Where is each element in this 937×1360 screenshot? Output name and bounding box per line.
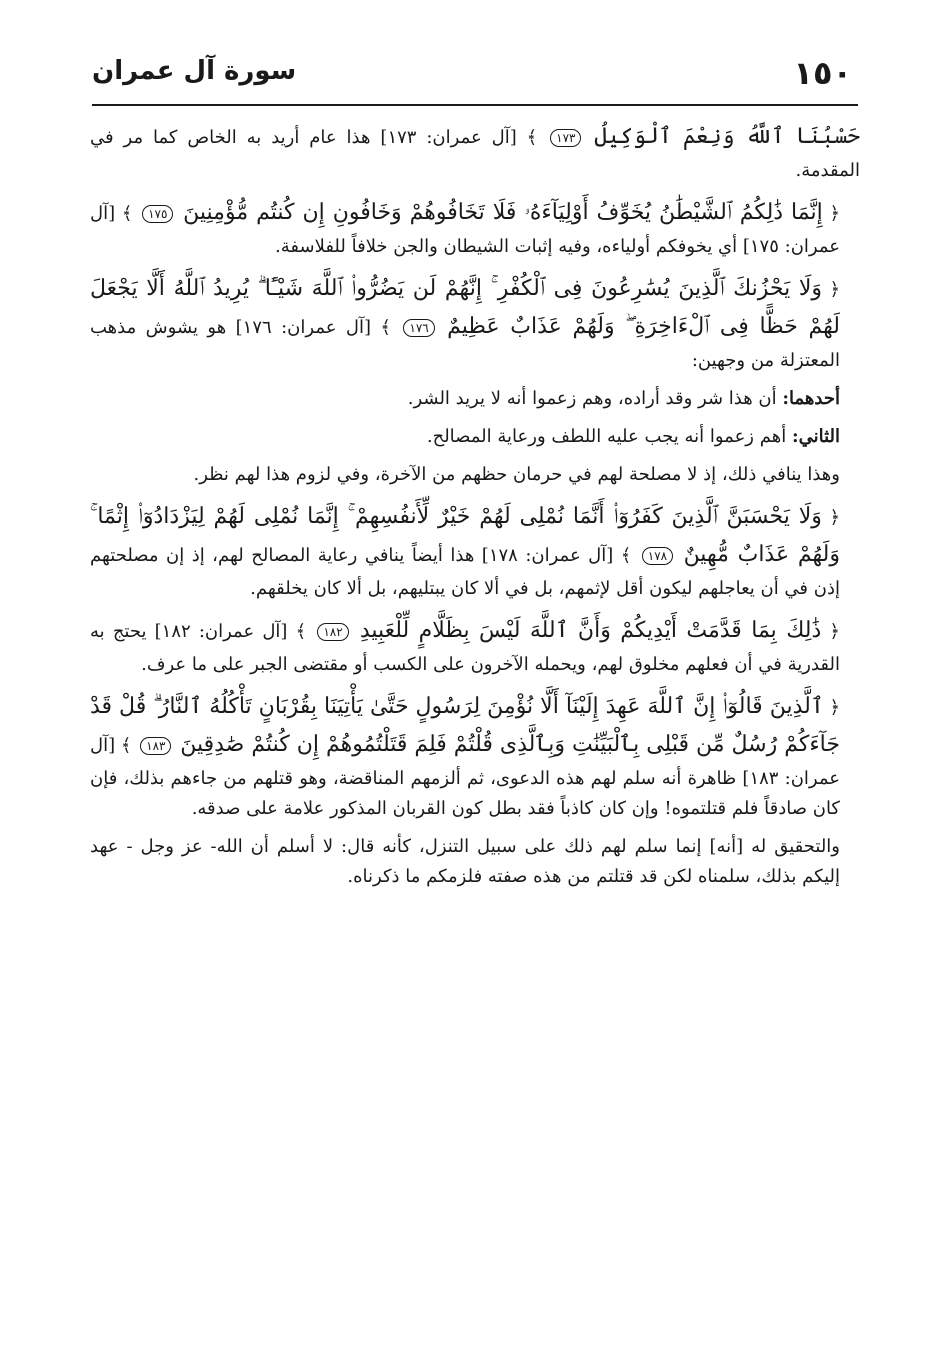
verse-close-bracket: ﴾	[526, 127, 538, 148]
quran-verse: ذَٰلِكَ بِمَا قَدَّمَتْ أَيْدِيكُمْ وَأَنَّ ٱللَّهَ لَيْسَ بِظَلَّامٍ لِّلْعَبِيدِ	[359, 618, 822, 643]
verse-open-bracket: ﴿	[829, 203, 840, 224]
verse-close-bracket: ﴾	[295, 621, 307, 642]
quran-verse: حَسْبُنَا ٱللَّهُ وَنِعْمَ ٱلْوَكِيلُ	[594, 124, 860, 149]
page-body	[90, 118, 860, 900]
point-label: أحدهما:	[782, 388, 840, 409]
paragraph	[90, 270, 860, 376]
commentary-text: والتحقيق له [أنه] إنما سلم لهم ذلك على سبيل التنزل، كأنه قال: لا أسلم أن الله- عز وجل - عهد إليكم بذلك، سلمناه لكن قد قتلتم من هذه صفته فلزمكم ما ذكرناه.	[90, 836, 840, 887]
commentary-text: أن هذا شر وقد أراده، وهم زعموا أنه لا يريد الشر.	[407, 388, 777, 409]
verse-close-bracket: ﴾	[121, 203, 133, 224]
ayah-number-marker: ١٨٣	[140, 737, 171, 755]
verse-open-bracket: ﴿	[829, 621, 840, 642]
verse-open-bracket: ﴿	[829, 279, 840, 300]
verse-open-bracket: ﴿	[829, 697, 840, 718]
paragraph	[90, 832, 860, 892]
paragraph	[90, 688, 860, 824]
page-header	[92, 50, 852, 100]
paragraph	[90, 194, 860, 262]
paragraph	[90, 384, 860, 414]
paragraph	[90, 118, 860, 186]
ayah-number-marker: ١٧٦	[403, 319, 434, 337]
commentary-text: [آل عمران: ١٧٨] هذا أيضاً ينافي رعاية المصالح لهم، إذ إن مصلحتهم إذن في أن يعاجلهم ليكون أقل لإثمهم، بل في ألا كان يبتليهم، بل ألا كان يخلقهم.	[90, 545, 840, 599]
verse-close-bracket: ﴾	[120, 735, 132, 756]
verse-open-bracket: ﴿	[829, 507, 840, 528]
quran-verse: وَلَا يَحْسَبَنَّ ٱلَّذِينَ كَفَرُوٓا۟ أَنَّمَا نُمْلِى لَهُمْ خَيْرٌ لِّأَنفُسِهِمْ ۚ إِنَّمَا نُمْلِى لَهُمْ لِيَزْدَادُوٓا۟ إِثْمًا ۚ وَلَهُمْ عَذَابٌ مُّهِينٌ	[90, 504, 840, 567]
commentary-text: أهم زعموا أنه يجب عليه اللطف ورعاية المصالح.	[426, 426, 787, 447]
verse-close-bracket: ﴾	[620, 545, 632, 566]
surah-title: سورة آل عمران	[92, 56, 297, 86]
commentary-text: [آل عمران: ١٧٦] هو يشوش مذهب المعتزلة من وجهين:	[90, 317, 840, 371]
paragraph	[90, 612, 860, 680]
quran-verse: إِنَّمَا ذَٰلِكُمُ ٱلشَّيْطَٰنُ يُخَوِّفُ أَوْلِيَآءَهُۥ فَلَا تَخَافُوهُمْ وَخَافُونِ إِن كُنتُم مُّؤْمِنِينَ	[183, 200, 823, 225]
ayah-number-marker: ١٧٥	[142, 205, 173, 223]
page-number: ١٥٠	[793, 54, 852, 92]
paragraph	[90, 422, 860, 452]
quran-verse: ٱلَّذِينَ قَالُوٓا۟ إِنَّ ٱللَّهَ عَهِدَ إِلَيْنَآ أَلَّا نُؤْمِنَ لِرَسُولٍ حَتَّىٰ يَأْتِيَنَا بِقُرْبَانٍ تَأْكُلُهُ ٱلنَّارُ ۗ قُلْ قَدْ جَآءَكُمْ رُسُلٌ مِّن قَبْلِى بِٱلْبَيِّنَٰتِ وَبِٱلَّذِى قُلْتُمْ فَلِمَ قَتَلْتُمُوهُمْ إِن كُنتُمْ صَٰدِقِينَ	[90, 694, 840, 757]
ayah-number-marker: ١٧٨	[642, 547, 673, 565]
paragraph	[90, 460, 860, 490]
header-divider	[92, 104, 858, 106]
commentary-text: [آل عمران: ١٧٣] هذا عام أريد به الخاص كما مر في المقدمة.	[90, 127, 860, 181]
point-label: الثاني:	[791, 426, 840, 447]
paragraph	[90, 498, 860, 604]
ayah-number-marker: ١٧٣	[550, 129, 581, 147]
commentary-text: [آل عمران: ١٧٥] أي يخوفكم أولياءه، وفيه إثبات الشيطان والجن خلافاً للفلاسفة.	[90, 203, 840, 257]
commentary-text: [آل عمران: ١٨٣] ظاهرة أنه سلم لهم هذه الدعوى، ثم ألزمهم المناقضة، وهو قتلهم من جاءهم بذلك، فإن كان صادقاً فلم قتلتموه! وإن كان كاذباً فقد بطل كون القربان المذكور علامة على صدقه.	[90, 735, 840, 819]
commentary-text: وهذا ينافي ذلك، إذ لا مصلحة لهم في حرمان حظهم من الآخرة، وفي لزوم هذا لهم نظر.	[193, 464, 840, 485]
commentary-text: [آل عمران: ١٨٢] يحتج به القدرية في أن فعلهم مخلوق لهم، ويحمله الآخرون على الكسب أو مقتضى الجبر على ما عرف.	[90, 621, 840, 675]
ayah-number-marker: ١٨٢	[317, 623, 348, 641]
quran-verse: وَلَا يَحْزُنكَ ٱلَّذِينَ يُسَٰرِعُونَ فِى ٱلْكُفْرِ ۚ إِنَّهُمْ لَن يَضُرُّوا۟ ٱللَّهَ شَيْـًٔا ۗ يُرِيدُ ٱللَّهُ أَلَّا يَجْعَلَ لَهُمْ حَظًّا فِى ٱلْءَاخِرَةِ ۖ وَلَهُمْ عَذَابٌ عَظِيمٌ	[90, 276, 840, 339]
verse-close-bracket: ﴾	[380, 317, 391, 338]
